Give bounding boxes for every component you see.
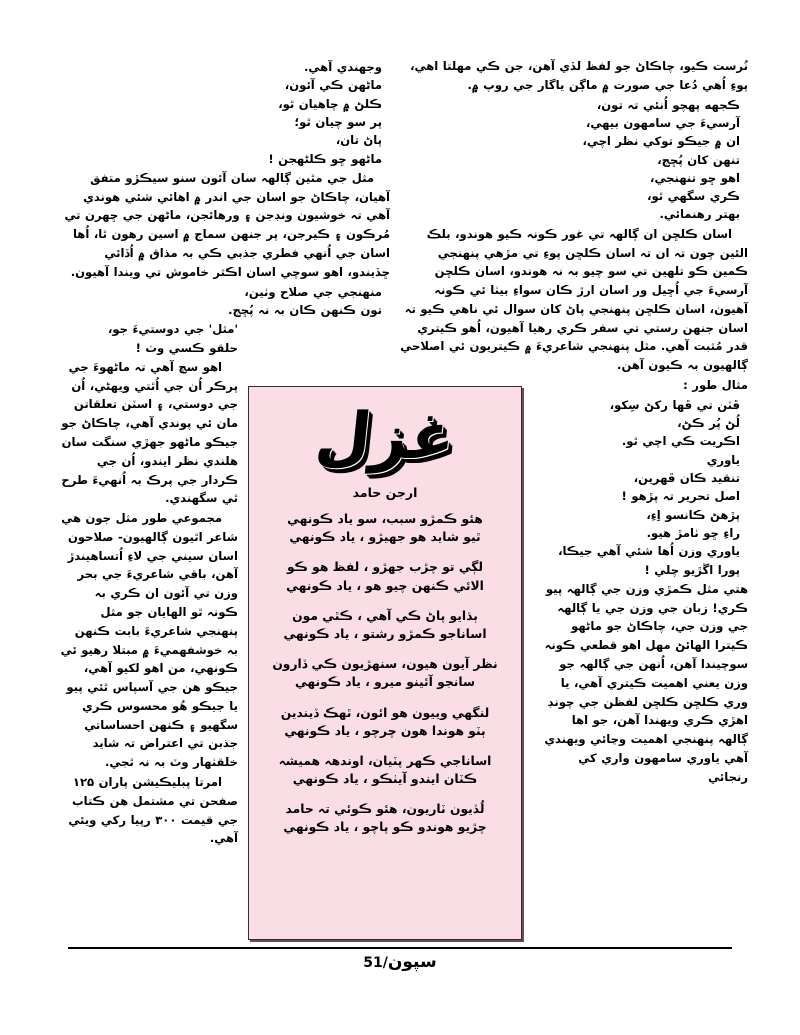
ghazal-author: ارجن حامد xyxy=(352,485,418,500)
footer-separator: / xyxy=(382,955,388,971)
couplet-line: لڳي تو چڙب جهڙو ، لفظ هو ڪو xyxy=(286,560,484,575)
verse-line: تنهن کان پُڇج، xyxy=(657,152,740,167)
verse-line: پر سو چيان ٿو؛ xyxy=(294,114,382,129)
couplet-line: اساناجو ڪمڙو رشتو ، ياد ڪونهي xyxy=(283,626,487,641)
verse-line: ڪري سگهي ٿو، xyxy=(647,189,740,204)
page-number: 51 xyxy=(363,955,383,971)
verse-line: لُڻ پُر ڪڻ، xyxy=(677,416,740,431)
ghazal-couplet xyxy=(249,655,521,691)
couplet-line: سانجو آئينو ميرو ، ياد ڪونهي xyxy=(294,675,476,690)
ghazal-couplet xyxy=(249,510,521,546)
left-verse-block-3 xyxy=(60,320,246,357)
left-paragraph-4: امرتا پبليڪيشن پاران ۱۲۵ صفحن تي مشتمل هن ڪتاب جي قيمت ۳۰۰ رپيا رکي ويئي آهي. xyxy=(68,775,238,846)
right-verse-block-2 xyxy=(532,396,748,579)
verse-line: ياوري وزن اُها شئي آهي جيڪا، xyxy=(558,544,740,559)
couplet-line: اساناجي ڪهر پٽيان، اوندهہ هميشہ xyxy=(278,753,492,768)
couplet-line: چڙيو هوندو ڪو پاچو ، ياد ڪونهي xyxy=(283,820,487,835)
ghazal-title: غزل xyxy=(311,400,459,474)
ghazal-couplet xyxy=(249,800,521,836)
left-verse-block-1 xyxy=(60,58,390,168)
couplet-line: ٻٽو هوندا هون چرچو ، ياد ڪونهي xyxy=(284,723,486,738)
verse-line: منهنجي جي صلاح وٺين، xyxy=(244,284,382,299)
verse-line: ڪلڻ ۾ چاهيان ٿو، xyxy=(278,96,382,111)
couplet-line: لنگهي وييون هو ائون، ٿهڪ ڏيندين xyxy=(280,705,490,720)
verse-line: اڪريت ڪي اچي ٿو. xyxy=(621,434,740,449)
couplet-line: ٻڌايو پاڻ ڪي آهي ، ڪٿي مون xyxy=(292,608,478,623)
left-verse-block-2 xyxy=(60,283,390,320)
right-paragraph-2: اسان ڪلڇن ان ڳالهہ تي غور ڪونہ ڪيو هوندو، بلڪ الئين چون تہ ان تہ اسان ڪلڇن پوءِ تي مڙهي پنهنجي ڪمين ڪو تلهين تي سو چيو بہ نہ هوندو، اسان ڪلڇن آرسيءَ جي اُڇيل ور اسان ارڙ ڪان سواءِ بيٺا ئي ڪونہ آهيون، اسان ڪلڇن پنهنجي پاڻ کان سوال ئي ناهي ڪيو تہ اسان جنهن رستي تي سفر ڪري رهيا آهيون، اُهو ڪيتري قدر مُثبت آهي. مثل پنهنجي شاعريءَ ۾ ڪيتريون ئي اصلاحي ڳالهيون بہ ڪيون آهن. xyxy=(400,226,748,373)
verse-line: ياوري xyxy=(706,452,740,467)
right-opening-paragraph: نُرست ڪيو، چاڪاڻ جو لفظ لڏي آهن، جن ڪي مهلتا اهي، پوءِ اُهي دُعا جي صورت ۾ ماڳن ياگار جي روپ ۾. xyxy=(410,59,748,92)
right-paragraph-3: هتي مثل ڪمڙي وزن جي ڳالهہ پيو ڪري! زبان جي وزن جي يا ڳالهہ جي وزن جي، چاڪاڻ جو ماڻهو ڪيترا الهائڻ مهل اهو قطعي ڪونہ سوچيندا آهن، اُنهن جي ڳالهہ جو وزن يعني اهميت ڪيتري آهي، يا وري ڪلڇن ڪلڇن لفظن جي چونڊ اهڙي ڪري ويهندا آهن، جو اها ڳالهہ پنهنجي اهميت وڃائي ويهندي آهي ياوري سامهون واري کي رنجائي xyxy=(544,581,748,784)
verse-line: حلقو ڪسي وٺ ! xyxy=(135,340,238,355)
verse-line: بهتر رهنمائي. xyxy=(659,207,740,222)
verse-line: پورا اڱڙيو چلي ! xyxy=(644,562,740,577)
couplet-line: لُڏيون ٽاريون، هئو ڪوئي تہ حامد xyxy=(285,802,485,817)
verse-line: ماڻهو ڇو ڪلڻهجن ! xyxy=(268,151,382,166)
verse-line: 'مثل' جي دوستيءَ جو، xyxy=(107,322,238,337)
right-verse-block-1 xyxy=(400,96,748,224)
verse-line: تون ڪنهن ڪان بہ نہ پُڇج. xyxy=(228,302,382,317)
ghazal-couplet xyxy=(249,752,521,788)
verse-line: آرسيءَ جي سامهون بيهي، xyxy=(585,115,740,130)
verse-line: ڦٽن تي ڦها رکڻ سِکو، xyxy=(609,397,740,412)
verse-line: پاڻ تان، xyxy=(335,133,382,148)
couplet-line: ٿيو شايد هو جهيڙو ، ياد ڪونهي xyxy=(289,530,481,545)
verse-line: ان ۾ جيڪو توکي نظر اچي، xyxy=(582,134,740,149)
magazine-name: سپون xyxy=(387,952,437,972)
verse-line: وجهندي آهي. xyxy=(304,60,382,74)
ghazal-couplet xyxy=(249,558,521,594)
verse-line: راءِ ڇو ٺامڙ هيو. xyxy=(646,525,740,540)
verse-line: اصل تحرير تہ پڙهو ! xyxy=(621,489,740,504)
ghazal-box xyxy=(248,386,522,940)
couplet-line: هئو ڪمڙو سبب، سو ياد ڪونهي xyxy=(287,512,483,526)
verse-line: ڪجهه پهچو اُنئي تہ تون، xyxy=(596,97,740,112)
couplet-line: نظر آيون هيون، سنهڙيون ڪي ڏارون xyxy=(272,657,498,672)
right-example-label: مثال طور : xyxy=(683,378,748,392)
footer-divider xyxy=(68,947,732,949)
ghazal-couplet xyxy=(249,704,521,740)
page-footer xyxy=(0,952,800,972)
verse-line: ماڻهن ڪي آئون، xyxy=(284,78,382,93)
left-paragraph-1: مثل جي مٿين ڳالهہ سان آئون سنو سيڪڙو متفق آهيان، چاڪاڻ جو اسان جي اندر ۾ اهائي شئي هوندي آهي تہ خوشيون ونڊجن ۽ ورهائجن، ماڻهن جي ڇهرن تي مُرڪون ۽ ڪيرجن، پر جنهن سماج ۾ اسين رهون ٿا، اُها اسان جي اُنهي فطري جذبي ڪي بہ مذاق ۾ اُڏائي ڇڏيندو، اهو سوچي اسان اڪثر خاموش تي ويندا آهيون. xyxy=(64,170,390,279)
couplet-line: الائي ڪنهن چيو هو ، ياد ڪونهي xyxy=(286,578,484,593)
couplet-line: ڪٽان ايندو آيٺڪو ، ياد ڪونهي xyxy=(292,772,478,787)
verse-line: تنقيد ڪان ڦهرين، xyxy=(633,471,740,486)
ghazal-couplet xyxy=(249,607,521,643)
verse-line: پڙهڻ ڪانسو اِءِ، xyxy=(646,507,740,522)
left-paragraph-3: مجموعي طور مثل جون هي شاعر اٿيون ڳالهيون- صلاحون اسان سيني جي لاءِ اُتساهيندڙ آهن، باقي شاعريءَ جي بحر وزن تي آئون ان ڪري بہ ڪونہ ٿو الهايان جو مثل پنهنجي شاعريءَ بابت ڪنهن بہ خوشفهميءَ ۾ مبتلا رهيو ئي ڪونهي، من اهو لکيو آهي، جيڪو هن جي آسپاس ٿئي پيو يا جيڪو هُو محسوس ڪري سگهيو ۽ ڪنهن احساساتي جذبن تي اعتراض تہ شايد خلقٺهار وٽ بہ نہ ٿجي. xyxy=(60,511,238,770)
left-paragraph-2: اهو سچ آهي تہ ماڻهوءَ جي پرڪر اُن جي اُٿتي ويهڻي، اُن جي دوستي، ۽ اسٽن تعلقاتن مان ئي پوندي آهي، چاڪاڻ جو جيڪو ماڻهو جهڙي سنگت سان هلندي نظر ايندو، اُن جي ڪردار جي پرڪ بہ اُنهيءَ طرح ٿي سگهندي. xyxy=(61,359,238,506)
verse-line: اهو ڇو تنهنجي، xyxy=(650,170,740,185)
